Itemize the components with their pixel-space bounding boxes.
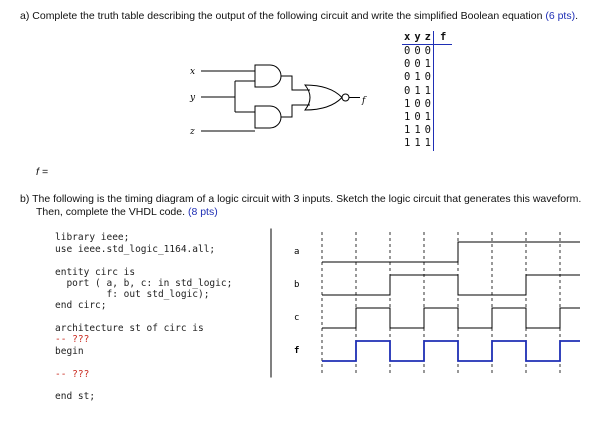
vhdl-lib2: use ieee.std_logic_1164.all; — [55, 244, 216, 255]
vhdl-begin: begin — [55, 346, 84, 357]
signal-label-b: b — [294, 280, 300, 290]
part-a-end: . — [575, 10, 579, 22]
waveform-a — [322, 242, 580, 262]
tt-input-cell: 1 — [404, 124, 411, 137]
tt-input-cell: 1 — [404, 111, 411, 124]
tt-input-cell: 1 — [414, 124, 421, 137]
part-b-question-line2 — [36, 206, 218, 219]
tt-header-f: f — [433, 31, 452, 45]
tt-input-cell: 0 — [404, 45, 411, 57]
truth-table-row — [402, 85, 452, 98]
output-label-f: f — [362, 96, 366, 106]
vhdl-entity1: entity circ is — [55, 267, 136, 278]
signal-label-f: f — [294, 346, 300, 356]
vhdl-comment-2: -- ??? — [55, 369, 90, 380]
tt-input-cell: 0 — [414, 45, 421, 57]
input-label-y: y — [190, 93, 196, 103]
tt-header-x: x — [404, 31, 411, 43]
truth-table — [402, 31, 452, 151]
equation-label: f = — [36, 166, 48, 178]
tt-input-cell: 0 — [424, 71, 431, 84]
tt-f-cell[interactable] — [433, 45, 452, 59]
vhdl-entity2: port ( a, b, c: in std_logic; — [55, 278, 233, 289]
tt-input-cell: 0 — [424, 97, 431, 110]
signal-label-a: a — [294, 247, 300, 257]
vhdl-entity3: f: out std_logic); — [55, 289, 210, 300]
tt-input-cell: 1 — [424, 84, 431, 97]
timing-diagram-frame — [271, 229, 272, 378]
tt-f-cell[interactable] — [433, 111, 452, 124]
tt-f-cell[interactable] — [433, 71, 452, 84]
tt-input-cell: 0 — [424, 124, 431, 137]
logic-circuit-diagram — [170, 60, 380, 150]
tt-input-cell: 0 — [404, 71, 411, 84]
part-b-line1: The following is the timing diagram of a logic circuit with 3 inputs. Sketch the logic circuit that generates this waveform. — [32, 193, 582, 205]
waveform-c — [322, 308, 580, 328]
truth-table-row — [402, 124, 452, 137]
tt-input-cell: 0 — [414, 97, 421, 110]
truth-table-row — [402, 111, 452, 124]
tt-header-y: y — [414, 31, 421, 43]
tt-f-cell[interactable] — [433, 124, 452, 137]
signal-label-c: c — [294, 313, 300, 323]
waveform-f[interactable] — [322, 341, 580, 361]
input-label-x: x — [190, 67, 196, 77]
tt-input-cell: 1 — [424, 137, 431, 150]
part-b-question — [20, 193, 581, 206]
truth-table-row — [402, 137, 452, 150]
truth-table-row — [402, 45, 452, 59]
part-a-text: Complete the truth table describing the output of the following circuit and write the simplified Boolean equation — [32, 10, 543, 22]
truth-table-row — [402, 98, 452, 111]
tt-input-cell: 0 — [424, 45, 431, 57]
tt-input-cell: 1 — [414, 84, 421, 97]
part-b-line2: Then, complete the VHDL code. — [36, 206, 186, 218]
tt-input-cell: 1 — [404, 137, 411, 150]
tt-input-cell: 0 — [404, 84, 411, 97]
tt-input-cell: 1 — [414, 71, 421, 84]
waveform-b — [322, 275, 580, 295]
part-b-points: (8 pts) — [187, 206, 218, 218]
vhdl-comment-1: -- ??? — [55, 334, 90, 345]
timing-diagram — [270, 228, 580, 378]
tt-f-cell[interactable] — [433, 98, 452, 111]
tt-header-z: z — [423, 31, 434, 45]
and-gate-1 — [255, 65, 281, 87]
tt-input-cell: 0 — [414, 111, 421, 124]
and-gate-2 — [255, 106, 281, 128]
vhdl-end: end st; — [55, 391, 96, 402]
tt-input-cell: 1 — [414, 137, 421, 150]
part-b-label: b) — [20, 193, 30, 205]
input-label-z: z — [190, 127, 195, 137]
tt-f-cell[interactable] — [433, 137, 452, 150]
truth-table-row — [402, 58, 452, 71]
tt-input-cell: 1 — [404, 97, 411, 110]
vhdl-lib1: library ieee; — [55, 232, 130, 243]
tt-input-cell: 1 — [424, 111, 431, 124]
part-a-question — [20, 10, 578, 23]
tt-f-cell[interactable] — [433, 85, 452, 98]
tt-f-cell[interactable] — [433, 58, 452, 71]
tt-input-cell: 1 — [424, 58, 431, 71]
vhdl-arch1: architecture st of circ is — [55, 323, 204, 334]
tt-input-cell: 0 — [414, 58, 421, 71]
part-a-points: (6 pts) — [545, 10, 576, 22]
output-inverter-bubble — [342, 94, 349, 101]
part-a-label: a) — [20, 10, 30, 22]
vhdl-entity4: end circ; — [55, 300, 107, 311]
or-gate — [305, 85, 342, 110]
truth-table-row — [402, 71, 452, 84]
tt-input-cell: 0 — [404, 58, 411, 71]
